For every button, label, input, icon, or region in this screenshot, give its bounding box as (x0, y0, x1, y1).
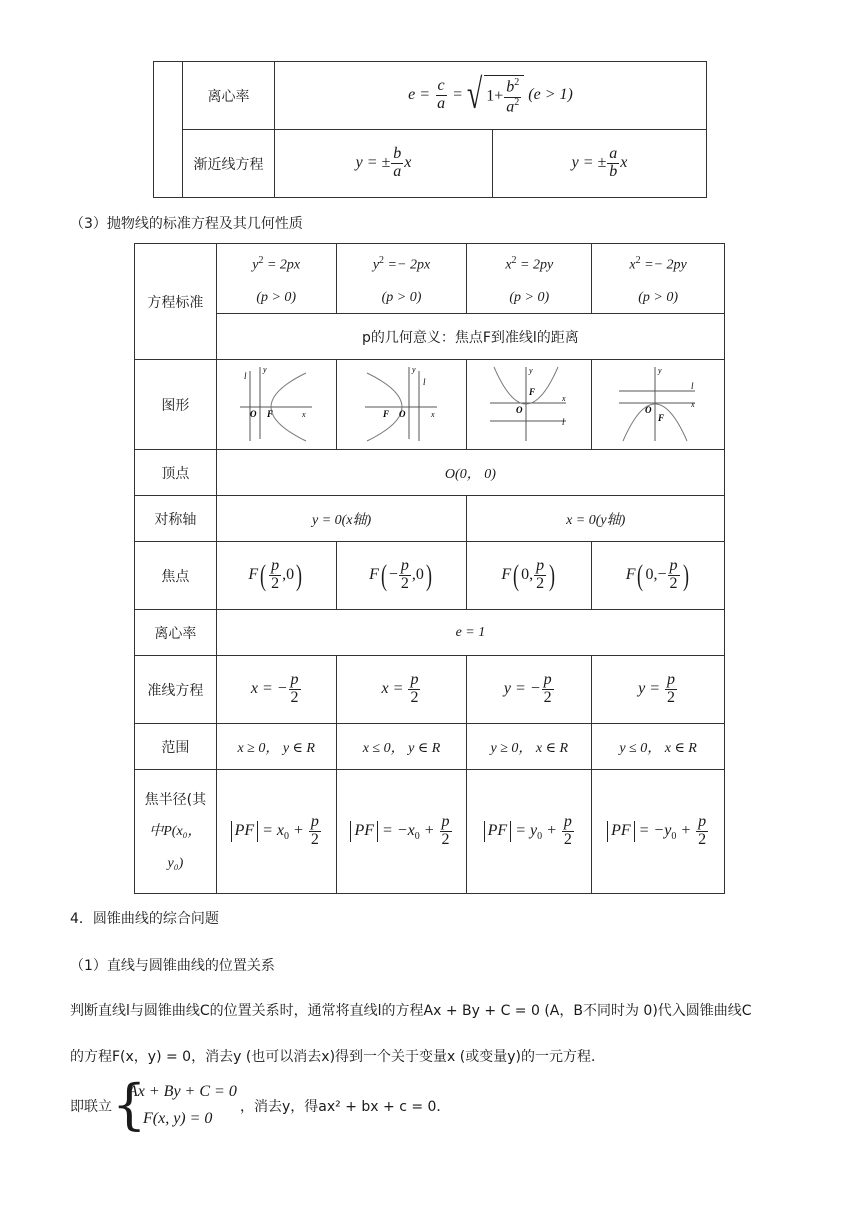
svg-text:F: F (529, 386, 536, 397)
section4-heading: 4．圆锥曲线的综合问题 (70, 911, 219, 927)
row-radius-label: 焦半径(其 中P(x₀， y₀) (135, 770, 217, 894)
svg-text:x: x (691, 399, 695, 409)
svg-text:l: l (562, 416, 565, 427)
paragraph-3-suffix: ，消去y，得ax² + bx + c = 0． (240, 1099, 451, 1115)
svg-text:F: F (383, 408, 390, 419)
svg-text:l: l (691, 380, 694, 391)
svg-text:O: O (516, 404, 523, 415)
left-spacer-cell (154, 62, 183, 198)
graph-right-opening (216, 360, 336, 450)
svg-text:x: x (431, 409, 436, 419)
svg-text:F: F (658, 412, 665, 423)
svg-text:y: y (658, 365, 662, 375)
row-graph-label: 图形 (135, 360, 217, 450)
parabola-left-figure (361, 363, 441, 443)
graph-down-opening (592, 360, 725, 450)
svg-text:O: O (250, 408, 257, 419)
system-eq-1: Ax + By + C = 0 (128, 1083, 237, 1100)
graph-left-opening (336, 360, 467, 450)
radius-2: PF = $-x_0$ + $\frac{p}{2}$ (336, 770, 467, 894)
system-brace: { (112, 1073, 147, 1136)
system-eq-2: F(x, y) = 0 (143, 1110, 213, 1127)
directrix-2: x = $\frac{p}{2}$ (336, 656, 467, 724)
range-3: y ≥ 0， x ∈ R (467, 724, 592, 770)
axis-value-1: y = 0(x轴) (216, 496, 467, 542)
svg-text:x: x (302, 409, 306, 419)
paragraph-1: 判断直线l与圆锥曲线C的位置关系时，通常将直线l的方程Ax + By + C = 0 (A，B不同时为 0)代入圆锥曲线C (70, 1003, 752, 1019)
paragraph-3-prefix: 即联立 (70, 1099, 112, 1115)
ecc-condition: (e > 1) (528, 86, 573, 104)
ecc-frac-ca: $\frac{c}{a}$ (437, 77, 446, 112)
eq-cell-2: $y^2 =- 2px$ (p > 0) (336, 244, 467, 314)
asym-label: 渐近线方程 (193, 156, 264, 173)
svg-text:l: l (244, 370, 247, 381)
asym1-cell: y = ± $\frac{b}{a}$ x (275, 130, 493, 198)
radius-4: PF = $-y_0$ + $\frac{p}{2}$ (592, 770, 725, 894)
p-meaning: p的几何意义：焦点F到准线l的距离 (216, 314, 724, 360)
row-directrix-label: 准线方程 (135, 656, 217, 724)
hyperbola-table-fragment (153, 61, 707, 198)
radius-3: PF = $y_0$ + $\frac{p}{2}$ (467, 770, 592, 894)
ecc-formula-cell: e = $\frac{c}{a}$ = √ 1+ $\frac{b^2}{a^2}$ (e > 1) (275, 62, 707, 130)
paragraph-2: 的方程F(x，y) = 0，消去y (也可以消去x)得到一个关于变量x (或变量y)的一元方程． (70, 1049, 605, 1065)
eq-cell-1: $y^2 = 2px$ (p > 0) (216, 244, 336, 314)
radius-1: PF = $x_0$ + $\frac{p}{2}$ (216, 770, 336, 894)
directrix-1: x = − $\frac{p}{2}$ (216, 656, 336, 724)
range-4: y ≤ 0， x ∈ R (592, 724, 725, 770)
svg-text:F: F (267, 408, 274, 419)
parabola-down-figure (615, 363, 701, 443)
focus-3: F( 0, $\frac{p}{2}$ ) (467, 542, 592, 610)
axis-value-2: x = 0(y轴) (467, 496, 725, 542)
row-axis-label: 对称轴 (135, 496, 217, 542)
focus-2: F( − $\frac{p}{2}$ ,0) (336, 542, 467, 610)
parabola-table (134, 243, 725, 894)
asym2-cell: y = ± $\frac{a}{b}$ x (493, 130, 707, 198)
row-vertex-label: 顶点 (135, 450, 217, 496)
asym-label-cell (183, 130, 275, 198)
graph-up-opening (467, 360, 592, 450)
parabola-up-figure (486, 363, 572, 443)
row-ecc-label: 离心率 (135, 610, 217, 656)
ecc-label-cell (183, 62, 275, 130)
row-range-label: 范围 (135, 724, 217, 770)
parabola-right-figure (236, 363, 316, 443)
parabola-ecc: e = 1 (216, 610, 724, 656)
row-focus-label: 焦点 (135, 542, 217, 610)
eq-cell-3: $x^2 = 2py$ (p > 0) (467, 244, 592, 314)
ecc-label: 离心率 (207, 88, 250, 105)
focus-1: F( $\frac{p}{2}$ ,0) (216, 542, 336, 610)
svg-text:l: l (423, 376, 426, 387)
directrix-4: y = $\frac{p}{2}$ (592, 656, 725, 724)
svg-text:O: O (399, 408, 406, 419)
row-std-label: 方程标准 (135, 244, 217, 360)
section3-heading: （3）抛物线的标准方程及其几何性质 (70, 216, 303, 232)
svg-text:y: y (263, 364, 267, 374)
ecc-e: e (408, 86, 416, 104)
vertex-value: O(0， 0) (216, 450, 724, 496)
range-2: x ≤ 0， y ∈ R (336, 724, 467, 770)
svg-text:y: y (529, 365, 533, 375)
svg-text:x: x (562, 393, 566, 403)
focus-4: F( 0,− $\frac{p}{2}$ ) (592, 542, 725, 610)
svg-text:y: y (412, 364, 417, 374)
eq-cell-4: $x^2 =- 2py$ (p > 0) (592, 244, 725, 314)
range-1: x ≥ 0， y ∈ R (216, 724, 336, 770)
svg-text:O: O (645, 404, 652, 415)
section4-subheading: （1）直线与圆锥曲线的位置关系 (70, 958, 275, 974)
directrix-3: y = − $\frac{p}{2}$ (467, 656, 592, 724)
